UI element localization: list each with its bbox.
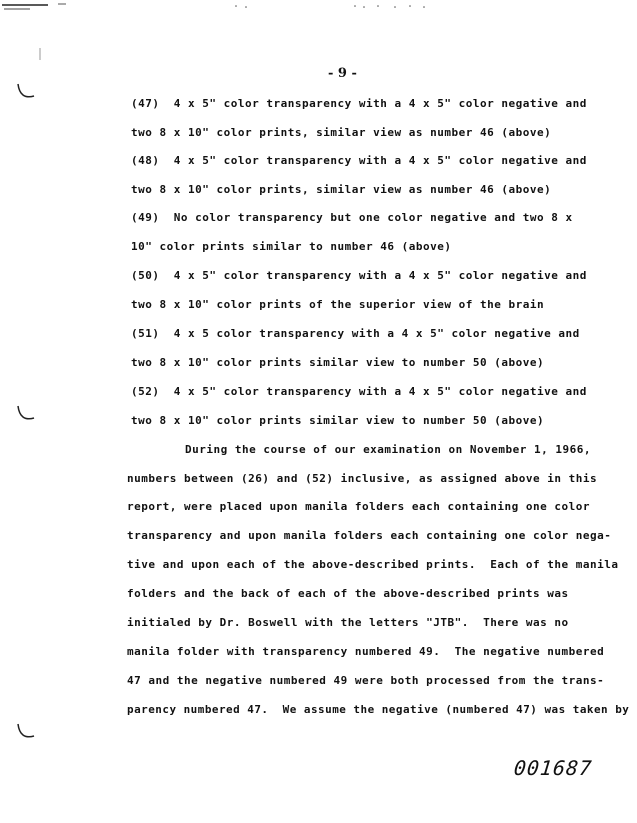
- text-line: (50) 4 x 5" color transparency with a 4 x 5" color negative and: [131, 269, 587, 282]
- text-line: two 8 x 10" color prints, similar view as number 46 (above): [131, 183, 552, 196]
- text-line: tive and upon each of the above-described prints. Each of the manila: [127, 558, 619, 571]
- text-line: (47) 4 x 5" color transparency with a 4 x 5" color negative and: [131, 97, 587, 110]
- text-line: During the course of our examination on November 1, 1966,: [185, 443, 591, 456]
- text-line: (48) 4 x 5" color transparency with a 4 x 5" color negative and: [131, 154, 587, 167]
- text-line: (52) 4 x 5" color transparency with a 4 x 5" color negative and: [131, 385, 587, 398]
- text-line: two 8 x 10" color prints of the superior view of the brain: [131, 298, 545, 311]
- text-line: folders and the back of each of the above-described prints was: [127, 587, 569, 600]
- text-line: parency numbered 47. We assume the negative (numbered 47) was taken by: [127, 703, 630, 716]
- text-line: transparency and upon manila folders each containing one color nega-: [127, 529, 612, 542]
- text-line: initialed by Dr. Boswell with the letters "JTB". There was no: [127, 616, 569, 629]
- text-line: (49) No color transparency but one color negative and two 8 x: [131, 211, 573, 224]
- text-line: two 8 x 10" color prints similar view to number 50 (above): [131, 356, 545, 369]
- binder-hole-marks: [0, 0, 60, 823]
- text-line: two 8 x 10" color prints, similar view as number 46 (above): [131, 126, 552, 139]
- text-line: 47 and the negative numbered 49 were both processed from the trans-: [127, 674, 605, 687]
- text-line: 10" color prints similar to number 46 (above): [131, 240, 452, 253]
- scan-artifacts: [0, 0, 637, 16]
- text-line: report, were placed upon manila folders each containing one color: [127, 500, 590, 513]
- text-line: two 8 x 10" color prints similar view to number 50 (above): [131, 414, 545, 427]
- document-number-stamp: 001687: [512, 756, 594, 780]
- text-line: numbers between (26) and (52) inclusive, as assigned above in this: [127, 472, 598, 485]
- text-line: manila folder with transparency numbered 49. The negative numbered: [127, 645, 605, 658]
- page-number: - 9 -: [328, 66, 357, 81]
- text-line: (51) 4 x 5 color transparency with a 4 x 5" color negative and: [131, 327, 580, 340]
